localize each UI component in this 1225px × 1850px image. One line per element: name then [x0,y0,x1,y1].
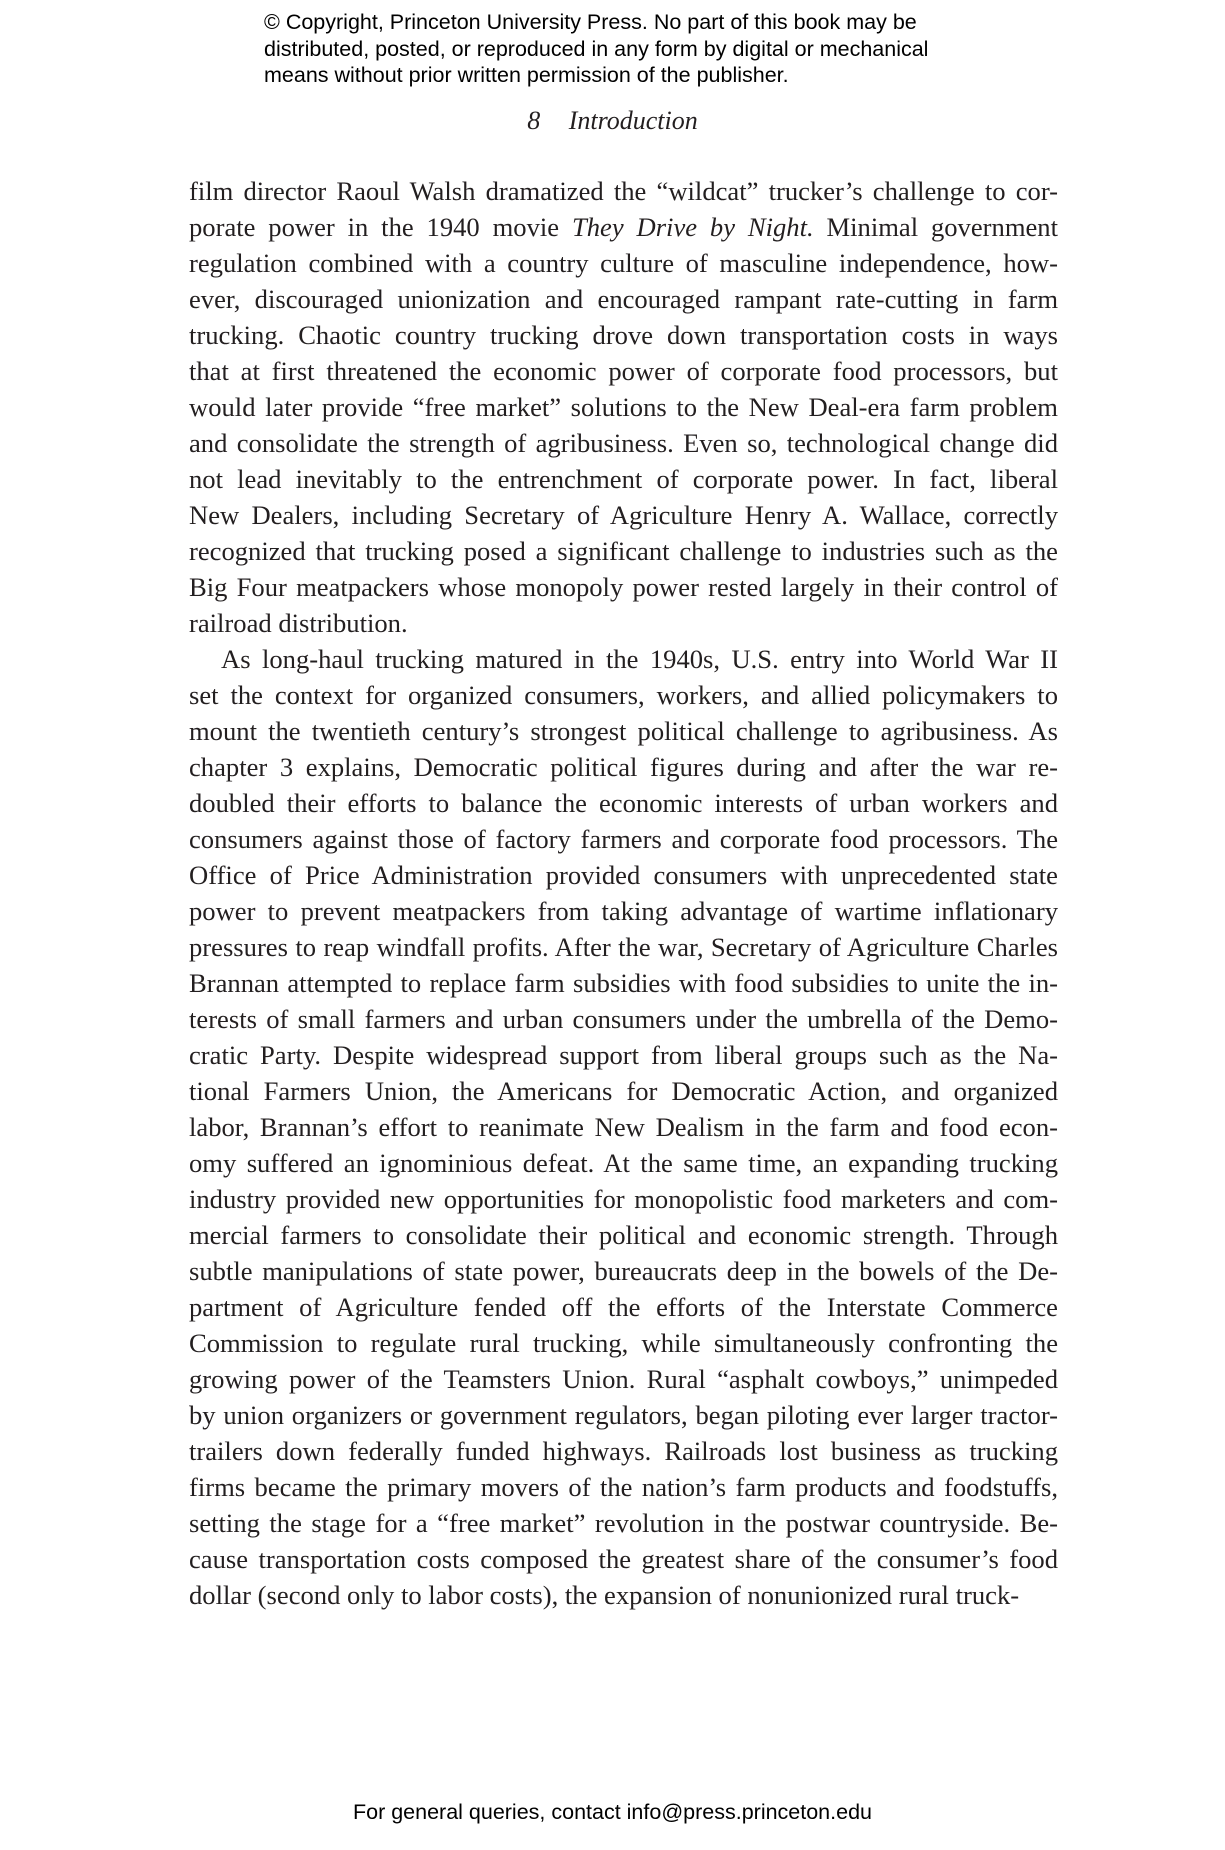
text-line: chapter 3 explains, Democratic political figures during and after the war re- [189,752,1058,782]
copyright-line: distributed, posted, or reproduced in any form by digital or mechanical [264,36,929,61]
paragraph [189,641,1058,1613]
text-segment: Minimal government [813,212,1058,242]
text-line: cratic Party. Despite widespread support from liberal groups such as the Na- [189,1040,1058,1070]
text-line: industry provided new opportunities for monopolistic food marketers and com- [189,1184,1058,1214]
text-line: mercial farmers to consolidate their political and economic strength. Through [189,1220,1058,1250]
text-line: omy suffered an ignominious defeat. At the same time, an expanding trucking [189,1148,1058,1178]
text-line: by union organizers or government regulators, began piloting ever larger tractor- [189,1400,1058,1430]
copyright-notice [264,9,1024,89]
text-line: cause transportation costs composed the greatest share of the consumer’s food [189,1544,1058,1574]
text-line: consumers against those of factory farmers and corporate food processors. The [189,824,1058,854]
text-line: tional Farmers Union, the Americans for Democratic Action, and organized [189,1076,1058,1106]
text-line: doubled their efforts to balance the economic interests of urban workers and [189,788,1058,818]
text-line: labor, Brannan’s effort to reanimate New Dealism in the farm and food econ- [189,1112,1058,1142]
film-title: They Drive by Night. [571,212,814,242]
text-line [189,209,1058,245]
text-line: growing power of the Teamsters Union. Rural “asphalt cowboys,” unimpeded [189,1364,1058,1394]
body-text [189,173,1058,1613]
text-line: trucking. Chaotic country trucking drove down transportation costs in ways [189,320,1058,350]
text-line: Big Four meatpackers whose monopoly power rested largely in their control of [189,572,1058,602]
text-line: not lead inevitably to the entrenchment of corporate power. In fact, liberal [189,464,1058,494]
text-segment: porate power in the 1940 movie [189,212,572,242]
text-line: ever, discouraged unionization and encouraged rampant rate-cutting in farm [189,284,1058,314]
text-line: setting the stage for a “free market” revolution in the postwar countryside. Be- [189,1508,1058,1538]
text-line: Commission to regulate rural trucking, while simultaneously confronting the [189,1328,1058,1358]
text-line: recognized that trucking posed a significant challenge to industries such as the [189,536,1058,566]
text-line: subtle manipulations of state power, bureaucrats deep in the bowels of the De- [189,1256,1058,1286]
text-line: power to prevent meatpackers from taking advantage of wartime inflationary [189,896,1058,926]
copyright-line: © Copyright, Princeton University Press. No part of this book may be [264,10,917,34]
text-line: mount the twentieth century’s strongest political challenge to agribusiness. As [189,716,1058,746]
running-head [0,106,1225,136]
text-line: firms became the primary movers of the nation’s farm products and foodstuffs, [189,1472,1058,1502]
text-line: terests of small farmers and urban consumers under the umbrella of the Demo- [189,1004,1058,1034]
text-line: New Dealers, including Secretary of Agriculture Henry A. Wallace, correctly [189,500,1058,530]
footer-contact: For general queries, contact info@press.princeton.edu [352,1800,872,1824]
copyright-line: means without prior written permission of the publisher. [264,63,789,87]
page-number: 8 [527,106,541,135]
paragraph [189,173,1058,641]
text-line: would later provide “free market” solutions to the New Deal-era farm problem [189,392,1058,422]
text-line: Office of Price Administration provided consumers with unprecedented state [189,860,1058,890]
text-line: that at first threatened the economic power of corporate food processors, but [189,356,1058,386]
text-line: Brannan attempted to replace farm subsidies with food subsidies to unite the in- [189,968,1058,998]
text-line: dollar (second only to labor costs), the expansion of nonunionized rural truck- [189,1580,1020,1610]
section-title: Introduction [568,106,698,135]
text-line: film director Raoul Walsh dramatized the “wildcat” trucker’s challenge to cor- [189,176,1058,206]
text-line: set the context for organized consumers, workers, and allied policymakers to [189,680,1058,710]
text-line: pressures to reap windfall profits. After the war, Secretary of Agriculture Charles [189,932,1058,962]
text-line: As long-haul trucking matured in the 1940s, U.S. entry into World War II [221,644,1058,674]
text-line: and consolidate the strength of agribusiness. Even so, technological change did [189,428,1058,458]
text-line: partment of Agriculture fended off the efforts of the Interstate Commerce [189,1292,1058,1322]
text-line: railroad distribution. [189,608,408,638]
text-line: trailers down federally funded highways. Railroads lost business as trucking [189,1436,1058,1466]
text-line: regulation combined with a country culture of masculine independence, how- [189,248,1058,278]
